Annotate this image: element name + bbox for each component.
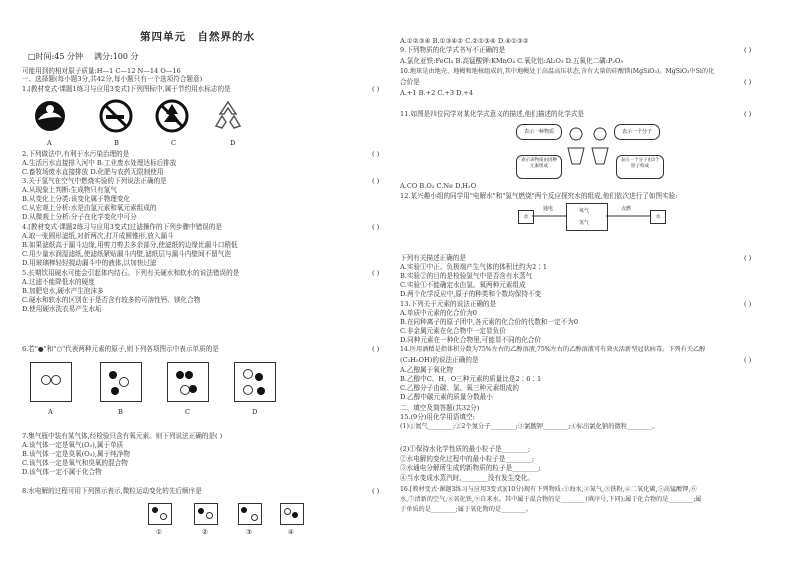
- q2-answer-blank: ( ): [372, 150, 380, 158]
- section-two-heading: 二、填空及简答题(共32分): [400, 404, 480, 412]
- q14-option-d: D.乙醇中碳元素的质量分数最小: [400, 393, 493, 401]
- white-atom: [41, 375, 51, 385]
- q14-option-a: A.乙醇属于氧化物: [400, 366, 454, 374]
- white-atom: [160, 513, 167, 520]
- q6-label-b: B: [118, 408, 123, 416]
- q3-option-c: C.从宏观上分析:水是由氢元素和氧元素组成的: [22, 204, 157, 212]
- q1-answer-blank: ( ): [372, 85, 380, 93]
- q3-option-a: A.从现象上判断:生成物只有氢气: [22, 186, 117, 194]
- q10-stem: 10.地球是由地壳、地幔和地核组成的,其中地幔处于高温高压状态,含有大量的硅酸镁(MgSiO₃)。MgSiO₃中Si的化: [400, 68, 715, 75]
- black-atom: [152, 507, 158, 513]
- white-atom: [206, 512, 213, 519]
- q6-stem: 6.若"●"和"○"代表两种元素的原子,则下列各项图示中表示单质的是: [22, 345, 219, 353]
- q15-part2-1: (2)①保持水化学性质的最小粒子是________;: [400, 445, 531, 453]
- q8-box-1: [148, 503, 172, 525]
- q3-option-b: B.从变化上分类:该变化属于物理变化: [22, 195, 131, 203]
- black-atom: [189, 385, 197, 393]
- total-score: 满分:100 分: [94, 52, 139, 61]
- q6-box-b: [100, 362, 142, 402]
- q1-label-c: C: [171, 139, 177, 147]
- q13-option-a: A.单质中元素的化合价为0: [400, 309, 477, 317]
- black-atom: [241, 507, 247, 513]
- q2-option-cd: C.畜牧场废水直接排放 D.化肥与农药无限制使用: [22, 168, 164, 176]
- q8-label-1: ①: [156, 528, 162, 536]
- q13-option-d: D.同种元素在一种化合物里,可能显不同的化合价: [400, 336, 542, 344]
- q16-stem-cont: 水,⑦清新的空气,⑧氧化铁,⑨自来水。其中属于混合物的是________(填序号,下同);属于化合物的是________;属: [400, 496, 702, 503]
- black-atom: [255, 373, 263, 381]
- q5-option-c: C.硬水和软水的区别在于是否含有较多的可溶性钙、镁化合物: [22, 296, 201, 304]
- q12-answer-blank: ( ): [744, 254, 752, 262]
- recycle-icon: [210, 98, 246, 134]
- q13-answer-blank: ( ): [744, 300, 752, 308]
- electrolysis-label: 通电: [543, 206, 554, 212]
- q9-options: A.氯化亚铁:FeCl₂ B.高锰酸钾:KMnO₄ C.氧化铝:Al₂O₃ D.五氧化二磷:P₂O₅: [400, 57, 624, 65]
- white-atom: [251, 514, 258, 521]
- q3-option-d: D.从微观上分析:分子在化学变化中可分: [22, 213, 137, 221]
- q15-part2-4: ④当水变成水蒸汽时,________没有发生变化。: [400, 474, 534, 482]
- q14-option-b: B.乙醇中C、H、O三种元素的质量比是2∶6∶1: [400, 375, 542, 383]
- water-box-result: 水: [650, 210, 666, 224]
- q8-label-3: ③: [246, 528, 252, 536]
- q4-answer-blank: ( ): [372, 223, 380, 231]
- speech-bubble: 表示一个分子: [614, 124, 660, 140]
- white-atom: [243, 385, 253, 395]
- q8-stem: 8.水电解的过程可用下列图示表示,微粒运动变化的先后顺序是: [22, 487, 202, 495]
- q16-stem-end: 于单质的是________;属于氧化物的是________。: [400, 506, 533, 513]
- q9-answer-blank: ( ): [744, 46, 752, 54]
- q15-part2-3: ③水通电分解所生成的新物质的粒子是________;: [400, 464, 541, 472]
- q6-box-c: [167, 362, 209, 402]
- q4-option-c: C.用少量水润湿滤纸,使滤纸紧贴漏斗内壁,滤纸层与漏斗内壁间不留气泡: [22, 250, 231, 258]
- water-drop-logo-icon: [30, 96, 70, 136]
- q4-option-b: B.如果滤纸高于漏斗边缘,用剪刀剪去多余部分,使滤纸的边缘比漏斗口稍低: [22, 241, 238, 249]
- q13-option-c: C.非金属元素在化合物中一定显负价: [400, 327, 506, 335]
- students-figure-icon: [564, 124, 612, 174]
- oxygen-label: 氧气: [579, 208, 590, 214]
- q5-stem: 5.长期饮用硬水可能会引起体内结石。下列有关硬水和软水的说法错误的是: [22, 269, 240, 277]
- q4-option-a: A.取一张圆形滤纸,对折两次,打开成圆锥形,放入漏斗: [22, 232, 174, 240]
- q13-stem: 13.下列关于元素的说法正确的是: [400, 300, 497, 308]
- white-atom: [119, 377, 129, 387]
- black-atom: [111, 387, 119, 395]
- q16-stem: 16.[教材变式·课题3练习与应用3变式](10分)现有下列物质:①海水,②氮气,③铁粉,④二氧化碳,⑤高锰酸钾,⑥: [400, 486, 697, 493]
- q1-label-a: A: [47, 139, 52, 147]
- q3-answer-blank: ( ): [372, 177, 380, 185]
- q5-answer-blank: ( ): [372, 269, 380, 277]
- q8-label-4: ④: [288, 528, 294, 536]
- black-atom: [185, 371, 193, 379]
- section-one-heading: 一、选择题(每小题3分,共42分,每小题只有一个选项符合题意): [22, 75, 203, 83]
- page-title: 第四单元 自然界的水: [140, 31, 255, 43]
- q8-box-4: [280, 503, 304, 525]
- q5-option-a: A.过滤不能降低水的硬度: [22, 278, 95, 286]
- q12-option-d: D.两个化学反应中,原子的种类和个数均保持不变: [400, 290, 542, 298]
- q7-option-b: B.该气体一定是臭氧(O₃),属于纯净物: [22, 450, 130, 458]
- q14-option-c: C.乙醇分子由碳、氢、氧三种元素组成的: [400, 384, 519, 392]
- q12-option-a: A.实验①中正、负极端产生气体的体积比约为2∶1: [400, 263, 548, 271]
- q14-stem-cont: (C₂H₅OH)的说法正确的是: [400, 356, 479, 364]
- q5-option-d: D.使用硬水洗衣易产生水垢: [22, 305, 102, 313]
- q10-options: A.+1 B.+2 C.+3 D.+4: [400, 89, 474, 97]
- q2-stem: 2.下列做法中,有利于水污染治理的是: [22, 150, 130, 158]
- black-atom: [176, 371, 184, 379]
- q6-label-d: D: [252, 408, 258, 416]
- q12-stem: 12.某兴趣小组的同学用"电解水"和"氢气燃烧"两个反应探究水的组成,他们依次进行了如图实验:: [400, 192, 678, 200]
- q11-stem: 11.如图是四位同学对某化学式意义的描述,他们描述的化学式是: [400, 110, 585, 118]
- q14-stem: 14.医用酒精是指体积分数为75%左右的乙醇溶液,75%左右的乙醇溶液可有效灭活新型冠状病毒。下列有关乙醇: [400, 346, 706, 353]
- q6-answer-blank: ( ): [372, 345, 380, 353]
- q2-option-ab: A.生活污水直接排入河中 B.工业废水处理达标后排放: [22, 159, 177, 167]
- q7-option-a: A.该气体一定是氧气(O₂),属于单质: [22, 441, 124, 449]
- hydrogen-label: 氢气: [579, 220, 590, 226]
- q7-stem: 7.集气瓶中装有某气体,经检验只含有氧元素。则下列说法正确的是( ): [22, 432, 223, 440]
- q8-box-2: [194, 503, 218, 525]
- q1-stem: 1.[教材变式·课题1练习与应用3变式]下列图标中,属于节约用水标志的是: [22, 85, 231, 93]
- q12-option-c: C.实验①不能确定水由氢、氧两种元素组成: [400, 281, 526, 289]
- q12-option-b: B.实验②的目的是检验氢气中是否含有水蒸气: [400, 272, 533, 280]
- q6-box-a: [30, 362, 72, 402]
- q3-stem: 3.关于氢气在空气中燃烧实验的下列说法正确的是: [22, 177, 167, 185]
- speech-bubble: 表示该物质由同种元素组成: [516, 155, 562, 179]
- q7-option-c: C.该气体一定是氧气和臭氧的混合物: [22, 459, 128, 467]
- q4-stem: 4.[教材变式·课题2练习与应用3变式]过滤操作的下列步骤中错误的是: [22, 223, 222, 231]
- q12-question: 下列有关描述正确的是: [400, 254, 466, 262]
- q14-answer-blank: ( ): [744, 356, 752, 364]
- q8-answer-blank: ( ): [372, 487, 380, 495]
- q8-options: A.①②③④ B.①③④② C.②①③④ D.④①③②: [400, 37, 529, 45]
- black-atom: [257, 387, 265, 395]
- combustion-label: 点燃: [621, 206, 632, 212]
- q4-option-d: D.用玻璃棒轻轻搅动漏斗中的液体,以加快过滤: [22, 259, 157, 267]
- atomic-mass-note: 可能用到的相对原子质量:H—1 C—12 N—14 O—16: [22, 67, 181, 75]
- q11-answer-blank: ( ): [744, 110, 752, 118]
- q8-box-3: [238, 503, 262, 525]
- q8-label-2: ②: [202, 528, 208, 536]
- white-atom: [243, 369, 253, 379]
- black-atom: [109, 371, 117, 379]
- black-atom: [198, 508, 204, 514]
- q10-answer-blank: ( ): [744, 78, 752, 86]
- q6-label-a: A: [48, 408, 53, 416]
- q10-stem-cont: 合价是: [400, 78, 420, 86]
- q15-part2-2: ②水电解的变化过程中的最小粒子是________;: [400, 455, 535, 463]
- q1-label-b: B: [114, 139, 119, 147]
- q5-option-b: B.加肥皂水,硬水产生泡沫多: [22, 287, 104, 295]
- q1-label-d: D: [230, 139, 236, 147]
- q15-stem: 15.(9分)用化学用语填空:: [400, 413, 475, 421]
- q15-part1: (1)①氮气________;②2个氮分子________;③氯酸钾________;④标出氯化钠的微粒________。: [400, 423, 659, 430]
- no-logging-sign-icon: [152, 96, 192, 136]
- white-atom: [51, 375, 61, 385]
- no-smoking-sign-icon: [96, 96, 136, 136]
- white-atom: [284, 508, 291, 515]
- q6-label-c: C: [185, 408, 191, 416]
- q11-options: A.CO B.O₂ C.Ne D.H₂O: [400, 182, 477, 190]
- speech-bubble: 表示一种物质: [516, 124, 562, 140]
- q6-box-d: [234, 362, 276, 402]
- time-limit: □时间:45 分钟: [28, 52, 83, 61]
- water-box: 水: [518, 210, 534, 224]
- speech-bubble: 表示一个分子由3个原子构成: [616, 155, 664, 179]
- q9-stem: 9.下列物质的化学式书写不正确的是: [400, 46, 506, 54]
- q13-option-b: B.在同种离子的原子团中,各元素的化合价的代数和一定不为0: [400, 318, 579, 326]
- black-atom: [292, 512, 298, 518]
- q7-option-d: D.该气体一定不属于化合物: [22, 468, 102, 476]
